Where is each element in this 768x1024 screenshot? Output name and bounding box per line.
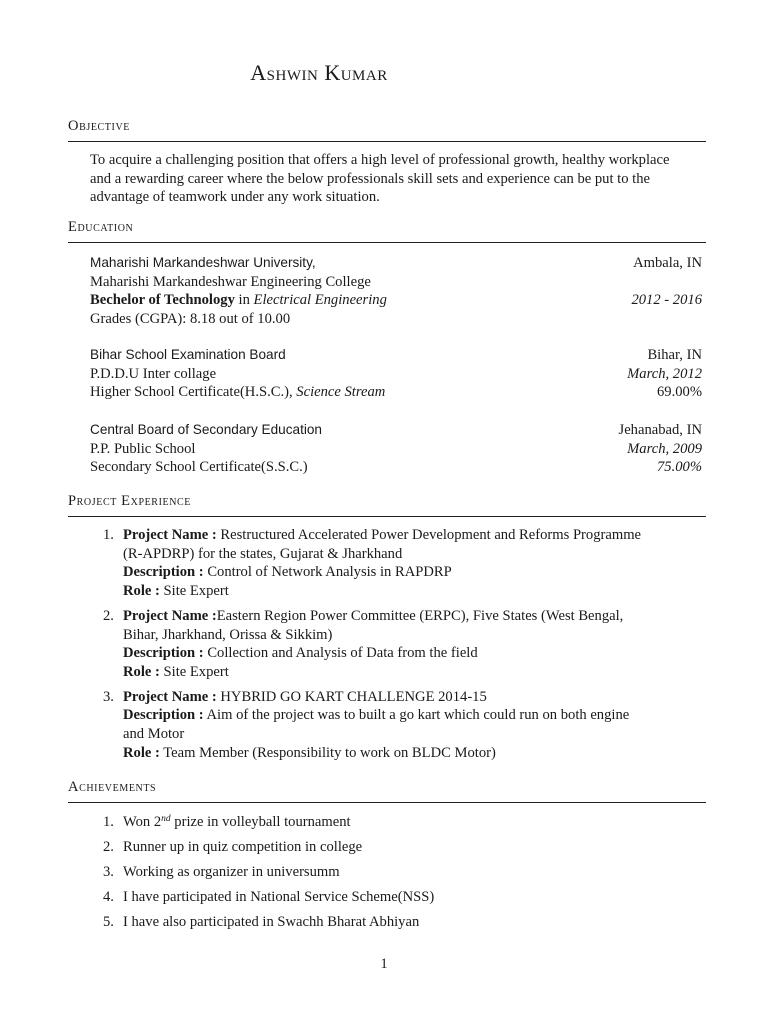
edu-date: March, 2012 [627,365,702,382]
project-name-line [123,688,702,707]
achievement-number: 2. [103,839,114,855]
resume-page [68,0,706,1024]
achievement-text [123,814,351,830]
project-number: 1. [103,527,114,543]
achievements-heading: Achievements [68,779,157,795]
achievements-rule [68,802,706,803]
project-description: Control of Network Analysis in RAPDRP [203,564,452,581]
objective-rule [68,141,706,142]
edu-score: 75.00% [657,459,702,476]
education-entry [90,346,702,402]
achievement-text: Working as organizer in universumm [123,864,340,880]
project-role: Site Expert [159,663,229,680]
project-description-label: Description : [123,707,204,724]
edu-institution: Central Board of Secondary Education [90,422,322,437]
achievement-item [90,913,702,938]
edu-certificate: Secondary School Certificate(S.S.C.) [90,459,308,476]
project-description: Aim of the project was to built a go kart which could run on both engine [203,707,630,724]
project-name-cont: Bihar, Jharkhand, Orissa & Sikkim) [123,626,333,643]
achievement-number: 1. [103,814,114,830]
edu-location: Bihar, IN [647,347,702,363]
projects-heading: Project Experience [68,493,192,509]
project-item [90,688,702,763]
achievement-item [90,888,702,913]
achievement-number: 5. [103,914,114,930]
project-number: 3. [103,688,114,705]
project-name: Eastern Region Power Committee (ERPC), Five States (West Bengal, [216,607,624,624]
achievement-number: 3. [103,864,114,880]
objective-heading: Objective [68,118,130,134]
project-item [90,607,702,682]
project-description-line [123,706,702,725]
edu-grades: Grades (CGPA): 8.18 out of 10.00 [90,311,291,328]
achievements-list [90,813,702,938]
objective-line: advantage of teamwork under any work situation. [90,189,380,206]
project-role-label: Role : [123,583,160,600]
ordinal-suffix: nd [161,814,171,824]
project-name-line [123,526,702,545]
project-role-line [123,744,702,763]
project-description-line [123,644,702,663]
project-role-label: Role : [123,663,160,680]
achievement-item [90,863,702,888]
achievement-number: 4. [103,889,114,905]
page-number: 1 [380,956,388,972]
edu-degree-connector: in [234,292,254,309]
edu-certificate: Higher School Certificate(H.S.C.), [90,384,297,401]
edu-field: Electrical Engineering [253,292,387,309]
projects-section [68,491,706,517]
achievement-item [90,838,702,863]
project-name: Restructured Accelerated Power Development and Reforms Programme [216,527,642,543]
edu-location: Jehanabad, IN [618,422,702,438]
projects-list [90,526,702,762]
edu-school: P.P. Public School [90,440,196,457]
project-number: 2. [103,607,114,624]
projects-rule [68,516,706,517]
achievement-text: I have also participated in Swachh Bharat Abhiyan [123,914,420,930]
achievement-text-pre: Won 2 [123,814,162,830]
edu-score: 69.00% [657,384,702,401]
education-section [68,217,706,243]
project-description-label: Description : [123,645,204,662]
project-item [90,526,702,601]
achievement-item [90,813,702,838]
objective-text [90,151,702,207]
project-role: Site Expert [159,583,229,600]
edu-date: March, 2009 [627,440,702,457]
edu-school: P.D.D.U Inter collage [90,365,217,382]
achievement-text: I have participated in National Service Scheme(NSS) [123,889,435,905]
edu-school: Maharishi Markandeshwar Engineering College [90,273,371,290]
edu-institution: Bihar School Examination Board [90,347,286,362]
name-last: Kumar [324,60,388,85]
achievement-text: Runner up in quiz competition in college [123,839,363,855]
education-entry [90,421,702,477]
project-name-cont: (R-APDRP) for the states, Gujarat & Jharkhand [123,545,403,562]
name-first: Ashwin [250,60,319,85]
project-name: HYBRID GO KART CHALLENGE 2014-15 [216,688,487,705]
edu-location: Ambala, IN [633,255,702,271]
project-role-label: Role : [123,744,160,761]
edu-certificate-line [90,383,385,402]
project-description-line [123,563,702,582]
education-heading: Education [68,219,134,235]
project-name-line [123,607,702,626]
project-name-label: Project Name : [123,527,217,543]
education-entry [90,254,702,329]
edu-degree-line [90,291,387,310]
project-name-label: Project Name : [123,688,217,705]
objective-section [68,116,706,142]
project-description: Collection and Analysis of Data from the field [203,645,478,662]
achievements-section [68,777,706,803]
project-role-line [123,663,702,682]
objective-line: and a rewarding career where the below professionals skill sets and experience can be put to the [90,170,651,187]
objective-line: To acquire a challenging position that offers a high level of professional growth, healthy workplace [90,152,670,168]
achievement-text-post: prize in volleyball tournament [170,814,351,830]
project-description-label: Description : [123,564,204,581]
edu-dates: 2012 - 2016 [631,292,702,309]
edu-degree: Bechelor of Technology [90,292,235,309]
project-description-cont: and Motor [123,726,185,743]
project-name-label: Project Name : [123,607,217,624]
edu-institution: Maharishi Markandeshwar University, [90,255,316,270]
project-role-line [123,582,702,601]
project-role: Team Member (Responsibility to work on BLDC Motor) [159,744,496,761]
education-rule [68,242,706,243]
edu-stream: Science Stream [296,384,386,401]
